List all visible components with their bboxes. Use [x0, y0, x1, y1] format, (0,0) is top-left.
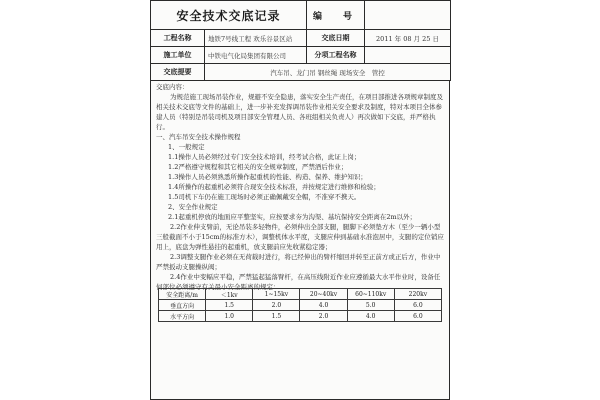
subproject-value — [365, 47, 451, 64]
summary-value: 汽车吊、龙门吊 钢丝绳 现场安全 管控 — [205, 64, 451, 81]
disclosure-content — [150, 80, 450, 400]
table-cell: 1.5 — [206, 300, 253, 311]
record-header-table — [150, 0, 451, 81]
project-label: 工程名称 — [151, 30, 205, 47]
table-header-cell: 20~40kv — [300, 289, 347, 300]
project-value: 地铁7号线工程 欢乐谷景区站 — [205, 30, 307, 47]
document-page — [150, 0, 450, 400]
table-cell: 2.0 — [300, 311, 347, 322]
rule-item: 1.4所操作的起重机必须符合现安全技术标准，并按规定进行维修和检验； — [168, 183, 380, 191]
subsection-heading-1: 1、一般规定 — [168, 143, 205, 151]
table-header-cell: 60~110kv — [347, 289, 394, 300]
table-header-cell: ＜1kv — [206, 289, 253, 300]
rule-item: 1.1操作人员必须经过专门安全技术培训，经考试合格，此证上岗； — [168, 153, 361, 161]
date-label: 交底日期 — [307, 30, 365, 47]
section-heading-1: 一、汽车吊安全技术操作规程 — [156, 133, 241, 141]
unit-label: 施工单位 — [151, 47, 205, 64]
table-cell: 4.0 — [347, 311, 394, 322]
table-header-row — [159, 289, 442, 300]
table-cell: 1.0 — [206, 311, 253, 322]
table-cell: 2.0 — [253, 300, 300, 311]
summary-label: 交底提要 — [151, 64, 205, 81]
table-row — [159, 300, 442, 311]
table-cell: 6.0 — [394, 311, 441, 322]
table-cell: 5.0 — [347, 300, 394, 311]
subsection-heading-2: 2、安全作业规定 — [168, 203, 218, 211]
table-row — [159, 311, 442, 322]
rule-item: 1.5司机下车仍在施工现场时必须正确佩戴安全帽，不准穿不携天。 — [168, 193, 361, 201]
subproject-label: 分项工程名称 — [307, 47, 365, 64]
rule-item: 2.2作业伸支臂前，无论吊装多轻物件，必须伸出全部支腿，腿脚下必须垫方木（至少一辆小型三般截面不小于15cm的标准方木），调整机体水平度，支腿应伸到基础水准泡居中，支腿的定位销应用上，底盘为弹性悬挂的起重机，放支腿前应先收紧稳定器； — [156, 223, 444, 251]
number-label: 编 号 — [307, 1, 365, 30]
table-cell: 1.5 — [253, 311, 300, 322]
content-label: 交底内容： — [156, 83, 189, 91]
table-header-cell: 1~15kv — [253, 289, 300, 300]
rule-item: 2.4作业中变幅应平稳，严禁猛起猛落臂杆，在高压线附近作业应遵循最大水平作业时，设备任何部位必须遵守有关最小安全距离的规定： — [156, 273, 441, 291]
number-value — [365, 1, 451, 30]
date-value: 2011 年 08 月 25 日 — [365, 30, 451, 47]
table-header-cell: 安全距离/m — [159, 289, 206, 300]
rule-item: 2.1起重机停放的地面应平整坚实，应按要求夯为沟渠、基坑保持安全距离在2m以外； — [168, 213, 417, 221]
document-title: 安全技术交底记录 — [151, 1, 307, 30]
rule-item: 2.3调整支腿作业必须在无荷载时进行，将已经伸出的臂杆缩回并转至正前方或正后方，作业中严禁扳动支腿操纵阀； — [156, 253, 441, 271]
table-header-cell: 220kv — [394, 289, 441, 300]
table-cell: 水平方向 — [159, 311, 206, 322]
rule-item: 1.3操作人员必须熟悉所操作起重机的性能、构造、保养、维护知识； — [168, 173, 367, 181]
unit-value: 中铁电气化局集团有限公司 — [205, 47, 307, 64]
table-cell: 4.0 — [300, 300, 347, 311]
table-cell: 垂直方向 — [159, 300, 206, 311]
safety-distance-table — [158, 288, 442, 322]
rule-item: 1.2严格遵守规程和其它相关的安全规章制度，严禁酒后作业； — [168, 163, 348, 171]
intro-paragraph: 为规范施工现场吊装作业，规避不安全隐患，落实安全生产责任，在项目部推进各项规章制度及相关技术交底等文件的基础上，进一步补充发挥调吊装作业相关安全要求及制度，特对本项目全体参建人员（特别是吊装司机及项目部安全管理人员、各班组相关负责人）再次做如下交底，并严格执行。 — [156, 93, 443, 131]
table-cell: 6.0 — [394, 300, 441, 311]
